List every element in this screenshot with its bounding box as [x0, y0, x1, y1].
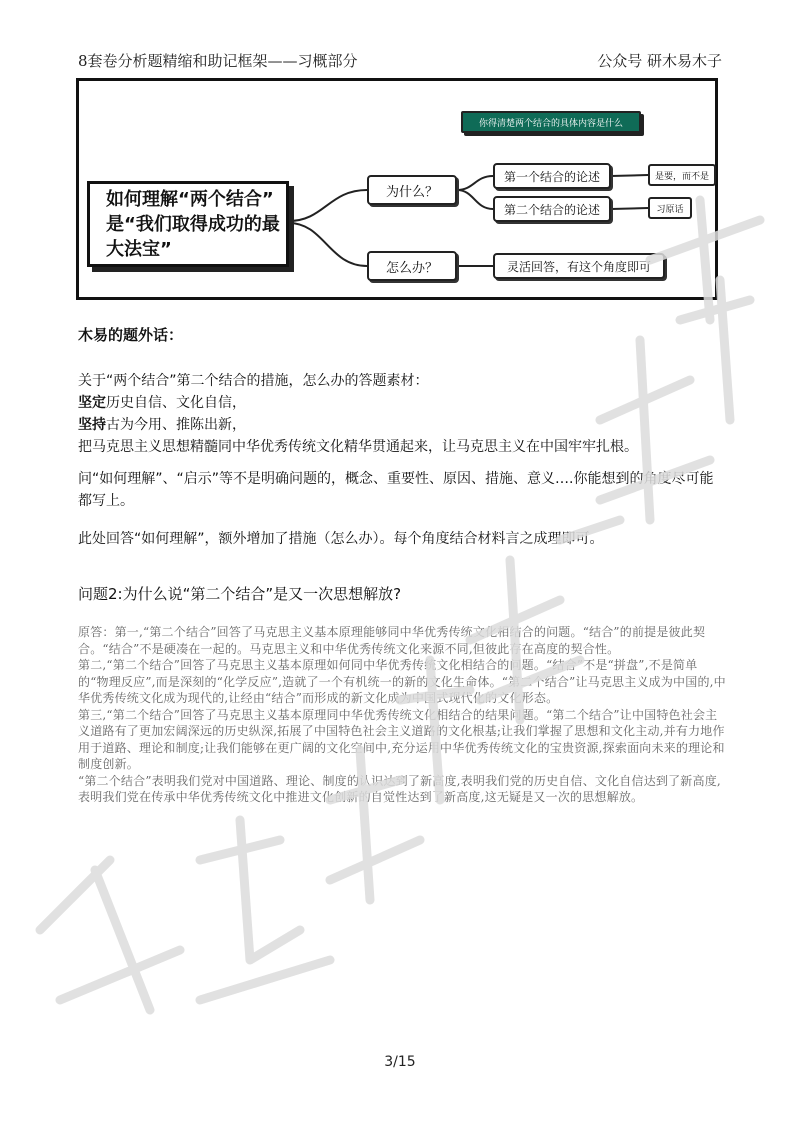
notes-paragraph-2: 问“如何理解”、“启示”等不是明确问题的，概念、重要性、原因、措施、意义….你能想到的角度尽可能都写上。 [78, 471, 714, 509]
notes-item-2-rest: 古为今用、推陈出新， [106, 417, 246, 433]
header-account: 公众号 研木易木子 [597, 52, 722, 70]
root-line-1: 如何理解“两个结合” [106, 188, 274, 210]
answer-paragraph-2: 第二,“第二个结合”回答了马克思主义基本原理如何同中华优秀传统文化相结合的问题。“结合”不是“拼盘”,不是简单的“物理反应”,而是深刻的“化学反应”,造就了一个有机统一的新的文化生命体。“第二个结合”让马克思主义成为中国的,中华优秀传统文化成为现代的,让经由“结合”而形成的新文化成为中国式现代化的文化形态。 [78, 658, 726, 705]
mindmap-why-node: 为什么？ [367, 175, 457, 205]
root-line-2: 是“我们取得成功的最 [106, 213, 280, 235]
header-title: 8套卷分析题精缩和助记框架——习概部分 [78, 52, 358, 70]
notes-title: 木易的题外话： [78, 326, 184, 344]
notes-item-1-rest: 历史自信、文化自信， [106, 395, 246, 411]
notes-item-1-lead: 坚定 [78, 395, 106, 411]
mindmap-tag-second: 习原话 [648, 197, 692, 219]
connector-why-second [457, 190, 493, 209]
mindmap [76, 78, 718, 300]
mindmap-tag-first: 是要，而不是 [648, 164, 716, 186]
connector-first-tag [611, 175, 648, 176]
notes-item-3: 把马克思主义思想精髓同中华优秀传统文化精华贯通起来，让马克思主义在中国牢牢扎根。 [78, 439, 638, 455]
connector-second-tag [611, 208, 648, 209]
mindmap-question-banner: 你得清楚两个结合的具体内容是什么 [461, 111, 641, 133]
question-title: 问题2:为什么说“第二个结合”是又一次思想解放? [78, 585, 402, 603]
mindmap-second-combination-node: 第二个结合的论述 [493, 196, 611, 222]
answer-paragraph-3: 第三,“第二个结合”回答了马克思主义基本原理同中华优秀传统文化相结合的结果问题。“第二个结合”让中国特色社会主义道路有了更加宏阔深远的历史纵深,拓展了中国特色社会主义道路的文化根基;让我们掌握了思想和文化主动,并有力地作用于道路、理论和制度;让我们能够在更广阔的文化空间中,充分运用中华优秀传统文化的宝贵资源,探索面向未来的理论和制度创新。 [78, 707, 725, 771]
notes-item-2-lead: 坚持 [78, 417, 106, 433]
mindmap-root-node [87, 181, 289, 267]
notes-intro: 关于“两个结合”第二个结合的措施，怎么办的答题素材： [78, 373, 429, 389]
mindmap-first-combination-node: 第一个结合的论述 [493, 163, 611, 189]
notes-item-2 [78, 414, 724, 436]
answer-paragraph-1: 原答：第一,“第二个结合”回答了马克思主义基本原理能够同中华优秀传统文化相结合的问题。“结合”的前提是彼此契合。“结合”不是硬凑在一起的。马克思主义和中华优秀传统文化来源不同,但彼此存在高度的契合性。 [78, 625, 706, 656]
notes-paragraph-3: 此处回答“如何理解”，额外增加了措施（怎么办）。每个角度结合材料言之成理即可。 [78, 531, 604, 547]
connector-root-why [289, 190, 367, 221]
connector-why-first [457, 176, 493, 190]
connector-root-how [289, 223, 367, 266]
root-line-3: 大法宝” [106, 238, 172, 260]
notes-intro-block [78, 370, 724, 458]
page-number: 3/15 [384, 1054, 416, 1070]
notes-item-1 [78, 392, 724, 414]
mindmap-flexible-answer-node: 灵活回答，有这个角度即可 [493, 253, 665, 279]
answer-block [78, 624, 726, 806]
answer-paragraph-4: “第二个结合”表明我们党对中国道路、理论、制度的认识达到了新高度,表明我们党的历史自信、文化自信达到了新高度,表明我们党在传承中华优秀传统文化中推进文化创新的自觉性达到了新高度,这无疑是又一次的思想解放。 [78, 773, 721, 804]
mindmap-how-node: 怎么办？ [367, 251, 457, 281]
